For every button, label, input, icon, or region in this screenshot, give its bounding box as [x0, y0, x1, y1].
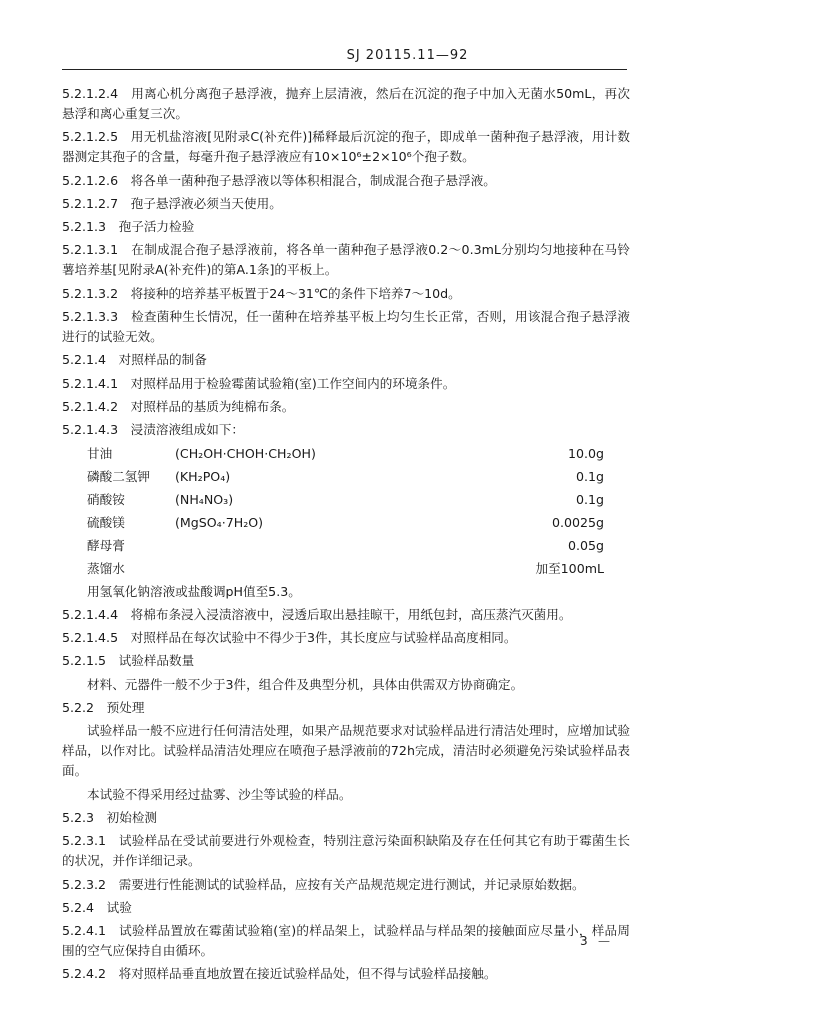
header-rule: [62, 69, 627, 70]
document-header: SJ 20115.11—92: [346, 48, 469, 63]
ingredient-name: 磷酸二氢钾: [87, 468, 150, 484]
document-body: [62, 84, 630, 988]
paragraphs-section-1: [62, 84, 630, 440]
ingredient-name: 硝酸铵: [87, 491, 125, 507]
ingredient-name: 硫酸镁: [87, 514, 125, 530]
formula-row: [62, 490, 630, 511]
clause-ph-note: 用氢氧化钠溶液或盐酸调pH值至5.3。: [87, 583, 301, 599]
clause-5-2-1-5-text: 材料、元器件一般不少于3件，组合件及典型分机，具体由供需双方协商确定。: [87, 676, 524, 692]
clause-5-2-4-2: 5.2.4.2 将对照样品垂直地放置在接近试验样品处，但不得与试验样品接触。: [62, 966, 497, 982]
clause-5-2-3-2: 5.2.3.2 需要进行性能测试的试验样品，应按有关产品规范规定进行测试，并记录原始数据。: [62, 876, 585, 892]
ingredient-name: 蒸馏水: [87, 560, 125, 576]
clause-5-2-1-3: 5.2.1.3 孢子活力检验: [62, 219, 195, 235]
clause-5-2-1-4-1: 5.2.1.4.1 对照样品用于检验霉菌试验箱(室)工作空间内的环境条件。: [62, 375, 456, 391]
ingredient-quantity: 0.0025g: [551, 514, 604, 530]
formula-row: [62, 467, 630, 488]
clause-5-2-1-4-5: 5.2.1.4.5 对照样品在每次试验中不得少于3件，其长度应与试验样品高度相同。: [62, 630, 517, 646]
ingredient-name: 酵母膏: [87, 537, 125, 553]
clause-5-2-1-3-3: 5.2.1.3.3 检查菌种生长情况，任一菌种在培养基平板上均匀生长正常，否则，用该混合孢子悬浮液进行的试验无效。: [62, 309, 630, 345]
clause-5-2-2-text2: 本试验不得采用经过盐雾、沙尘等试验的样品。: [87, 786, 352, 802]
chemical-formula: (CH₂OH·CHOH·CH₂OH): [175, 445, 316, 461]
ingredient-quantity: 10.0g: [567, 445, 604, 461]
ingredient-quantity: 0.1g: [575, 468, 604, 484]
clause-5-2-1-3-2: 5.2.1.3.2 将接种的培养基平板置于24～31℃的条件下培养7～10d。: [62, 285, 461, 301]
clause-5-2-3-1: 5.2.3.1 试验样品在受试前要进行外观检查，特别注意污染面积缺陷及存在任何其它有助于霉菌生长的状况，并作详细记录。: [62, 833, 630, 869]
ingredient-quantity: 0.1g: [575, 491, 604, 507]
ingredient-quantity: 加至100mL: [535, 560, 604, 576]
paragraphs-section-2: [62, 582, 630, 985]
clause-5-2-1-3-1: 5.2.1.3.1 在制成混合孢子悬浮液前，将各单一菌种孢子悬浮液0.2～0.3mL分别均匀地接种在马铃薯培养基[见附录A(补充件)的第A.1条]的平板上。: [62, 242, 630, 278]
formula-row: [62, 559, 630, 580]
page-number: 3: [580, 934, 588, 948]
clause-5-2-1-2-4: 5.2.1.2.4 用离心机分离孢子悬浮液，抛弃上层清液，然后在沉淀的孢子中加入无菌水50mL，再次悬浮和离心重复三次。: [62, 86, 630, 121]
ingredient-name: 甘油: [87, 445, 113, 461]
page-mark: —: [598, 934, 610, 948]
clause-5-2-3: 5.2.3 初始检测: [62, 809, 158, 825]
chemical-formula: (NH₄NO₃): [175, 491, 234, 507]
clause-5-2-1-2-6: 5.2.1.2.6 将各单一菌种孢子悬浮液以等体积相混合，制成混合孢子悬浮液。: [62, 172, 496, 188]
clause-5-2-4-1: 5.2.4.1 试验样品置放在霉菌试验箱(室)的样品架上，试验样品与样品架的接触面应尽量小，样品周围的空气应保持自由循环。: [62, 923, 630, 959]
chemical-formula: (MgSO₄·7H₂O): [175, 514, 264, 530]
clause-5-2-1-2-5: 5.2.1.2.5 用无机盐溶液[见附录C(补充件)]稀释最后沉淀的孢子，即成单一菌种孢子悬浮液，用计数器测定其孢子的含量，每毫升孢子悬浮液应有10×10⁶±2×10⁶个孢子数。: [62, 129, 630, 165]
clause-5-2-1-4-3: 5.2.1.4.3 浸渍溶液组成如下：: [62, 422, 245, 438]
formula-row: [62, 513, 630, 534]
solution-formula-table: [62, 444, 630, 580]
formula-row: [62, 536, 630, 557]
clause-5-2-2-text1: 试验样品一般不应进行任何清洁处理，如果产品规范要求对试验样品进行清洁处理时，应增加试验样品，以作对比。试验样品清洁处理应在喷孢子悬浮液前的72h完成，清洁时必须避免污染试验样品表面。: [62, 723, 630, 779]
clause-5-2-4: 5.2.4 试验: [62, 899, 132, 915]
clause-5-2-1-5: 5.2.1.5 试验样品数量: [62, 653, 195, 669]
clause-5-2-2: 5.2.2 预处理: [62, 700, 145, 716]
formula-row: [62, 444, 630, 465]
clause-5-2-1-4-2: 5.2.1.4.2 对照样品的基质为纯棉布条。: [62, 398, 295, 414]
clause-5-2-1-4: 5.2.1.4 对照样品的制备: [62, 352, 207, 368]
clause-5-2-1-4-4: 5.2.1.4.4 将棉布条浸入浸渍溶液中，浸透后取出悬挂晾干，用纸包封，高压蒸汽灭菌用。: [62, 606, 572, 622]
clause-5-2-1-2-7: 5.2.1.2.7 孢子悬浮液必须当天使用。: [62, 195, 282, 211]
chemical-formula: (KH₂PO₄): [175, 468, 231, 484]
ingredient-quantity: 0.05g: [567, 537, 604, 553]
